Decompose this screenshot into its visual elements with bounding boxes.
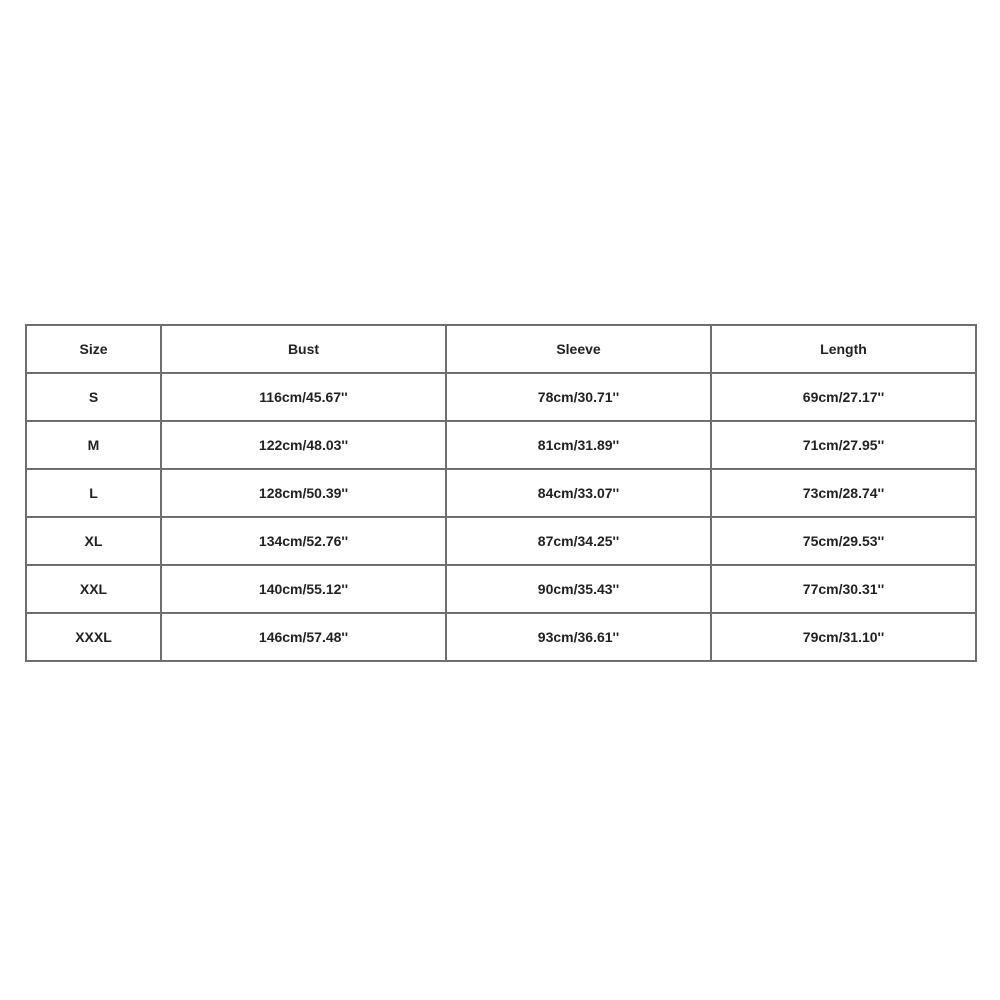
table-body [26, 373, 976, 661]
table-row [26, 373, 976, 421]
header-sleeve: Sleeve [446, 325, 711, 373]
sleeve-cell: 90cm/35.43'' [446, 565, 711, 613]
sleeve-cell: 84cm/33.07'' [446, 469, 711, 517]
size-cell: XL [26, 517, 161, 565]
table-row [26, 469, 976, 517]
sleeve-cell: 87cm/34.25'' [446, 517, 711, 565]
sleeve-cell: 78cm/30.71'' [446, 373, 711, 421]
bust-cell: 122cm/48.03'' [161, 421, 446, 469]
length-cell: 75cm/29.53'' [711, 517, 976, 565]
table-row [26, 613, 976, 661]
header-size: Size [26, 325, 161, 373]
size-cell: XXL [26, 565, 161, 613]
size-chart-table [25, 324, 977, 662]
sleeve-cell: 93cm/36.61'' [446, 613, 711, 661]
table-row [26, 565, 976, 613]
sleeve-cell: 81cm/31.89'' [446, 421, 711, 469]
bust-cell: 140cm/55.12'' [161, 565, 446, 613]
length-cell: 79cm/31.10'' [711, 613, 976, 661]
bust-cell: 128cm/50.39'' [161, 469, 446, 517]
size-cell: S [26, 373, 161, 421]
header-row [26, 325, 976, 373]
bust-cell: 134cm/52.76'' [161, 517, 446, 565]
table-row [26, 421, 976, 469]
bust-cell: 116cm/45.67'' [161, 373, 446, 421]
header-bust: Bust [161, 325, 446, 373]
length-cell: 73cm/28.74'' [711, 469, 976, 517]
table-header [26, 325, 976, 373]
size-cell: XXXL [26, 613, 161, 661]
bust-cell: 146cm/57.48'' [161, 613, 446, 661]
length-cell: 69cm/27.17'' [711, 373, 976, 421]
table-row [26, 517, 976, 565]
size-cell: L [26, 469, 161, 517]
size-cell: M [26, 421, 161, 469]
length-cell: 77cm/30.31'' [711, 565, 976, 613]
header-length: Length [711, 325, 976, 373]
length-cell: 71cm/27.95'' [711, 421, 976, 469]
